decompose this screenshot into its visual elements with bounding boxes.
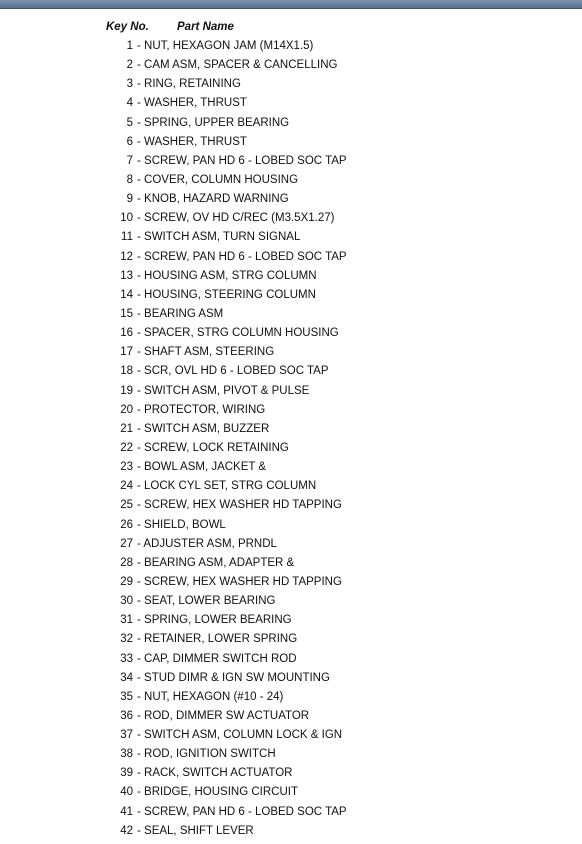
list-item: [0, 764, 582, 783]
key-number: 8: [126, 173, 133, 186]
list-item: [0, 382, 582, 401]
part-name: - SCREW, PAN HD 6 - LOBED SOC TAP: [137, 154, 347, 167]
key-number: 3: [126, 78, 133, 91]
part-name: - SPACER, STRG COLUMN HOUSING: [137, 327, 339, 340]
list-item: [0, 420, 582, 439]
list-item: [0, 745, 582, 764]
list-item: [0, 343, 582, 362]
key-number: 39: [120, 767, 133, 780]
list-item: [0, 37, 582, 56]
part-name: - SHIELD, BOWL: [137, 518, 226, 531]
part-name: - SCREW, HEX WASHER HD TAPPING: [137, 499, 342, 512]
key-no-heading: Key No.: [106, 21, 149, 33]
list-item: [0, 324, 582, 343]
list-item: [0, 267, 582, 286]
key-number: 22: [120, 441, 133, 454]
key-number: 29: [120, 575, 133, 588]
key-number: 33: [120, 652, 133, 665]
list-item: [0, 496, 582, 515]
key-number: 31: [120, 614, 133, 627]
part-name: - COVER, COLUMN HOUSING: [137, 173, 299, 186]
part-name: - CAM ASM, SPACER & CANCELLING: [137, 59, 338, 72]
list-item: [0, 592, 582, 611]
document-page: [0, 9, 582, 844]
key-number: 40: [120, 786, 133, 799]
key-number: 32: [120, 633, 133, 646]
part-name: - SCR, OVL HD 6 - LOBED SOC TAP: [137, 365, 329, 378]
key-number: 19: [120, 384, 133, 397]
list-item: [0, 305, 582, 324]
key-number: 1: [126, 40, 133, 52]
list-item: [0, 94, 582, 113]
list-item: [0, 248, 582, 267]
key-number: 30: [120, 595, 133, 608]
list-item: [0, 152, 582, 171]
part-name: - BEARING ASM, ADAPTER &: [137, 556, 295, 569]
part-name: - SWITCH ASM, BUZZER: [137, 422, 270, 435]
list-item: [0, 803, 582, 822]
parts-table-header: [106, 21, 234, 33]
key-number: 41: [120, 805, 133, 818]
part-name: - SCREW, LOCK RETAINING: [137, 441, 289, 454]
part-name: - RACK, SWITCH ACTUATOR: [137, 767, 293, 780]
list-item: [0, 114, 582, 133]
list-item: [0, 650, 582, 669]
part-name: - BEARING ASM: [137, 307, 224, 320]
list-item: [0, 554, 582, 573]
part-name: - SCREW, HEX WASHER HD TAPPING: [137, 575, 342, 588]
key-number: 38: [120, 748, 133, 761]
part-name: - HOUSING ASM, STRG COLUMN: [137, 269, 317, 282]
key-number: 2: [126, 59, 133, 72]
key-number: 20: [120, 403, 133, 416]
list-item: [0, 362, 582, 381]
list-item: [0, 783, 582, 802]
list-item: [0, 401, 582, 420]
part-name: - SEAT, LOWER BEARING: [137, 595, 276, 608]
part-name: - SPRING, LOWER BEARING: [137, 614, 292, 627]
part-name: - LOCK CYL SET, STRG COLUMN: [137, 480, 317, 493]
key-number: 42: [120, 824, 133, 837]
part-name: - KNOB, HAZARD WARNING: [137, 193, 289, 206]
key-number: 10: [120, 212, 133, 225]
part-name: - SPRING, UPPER BEARING: [137, 116, 290, 129]
list-item: [0, 630, 582, 649]
part-name: - ROD, IGNITION SWITCH: [137, 748, 276, 761]
part-name: - ADJUSTER ASM, PRNDL: [137, 537, 277, 550]
key-number: 17: [120, 346, 133, 359]
part-name: - HOUSING, STEERING COLUMN: [137, 288, 316, 301]
key-number: 36: [120, 709, 133, 722]
part-name: - BOWL ASM, JACKET &: [137, 461, 267, 474]
part-name: - BRIDGE, HOUSING CIRCUIT: [137, 786, 299, 799]
key-number: 4: [126, 97, 133, 110]
part-name: - RETAINER, LOWER SPRING: [137, 633, 298, 646]
key-number: 27: [120, 537, 133, 550]
key-number: 11: [121, 231, 133, 244]
part-name: - STUD DIMR & IGN SW MOUNTING: [137, 671, 330, 684]
list-item: [0, 75, 582, 94]
list-item: [0, 611, 582, 630]
list-item: [0, 516, 582, 535]
key-number: 6: [126, 135, 133, 148]
list-item: [0, 228, 582, 247]
list-item: [0, 573, 582, 592]
part-name: - SCREW, PAN HD 6 - LOBED SOC TAP: [137, 250, 347, 263]
part-name: - SWITCH ASM, TURN SIGNAL: [137, 231, 301, 244]
key-number: 35: [120, 690, 133, 703]
list-item: [0, 171, 582, 190]
part-name: - SCREW, OV HD C/REC (M3.5X1.27): [137, 212, 335, 225]
part-name: - WASHER, THRUST: [137, 135, 247, 148]
key-number: 16: [120, 327, 133, 340]
list-item: [0, 822, 582, 841]
key-number: 5: [126, 116, 133, 129]
key-number: 28: [120, 556, 133, 569]
list-item: [0, 286, 582, 305]
window-top-bar: [0, 0, 582, 9]
part-name: - WASHER, THRUST: [137, 97, 247, 110]
key-number: 15: [120, 307, 133, 320]
part-name: - RING, RETAINING: [137, 78, 241, 91]
key-number: 37: [120, 729, 133, 742]
list-item: [0, 439, 582, 458]
part-name: - NUT, HEXAGON JAM (M14X1.5): [137, 40, 314, 52]
key-number: 13: [120, 269, 133, 282]
list-item: [0, 133, 582, 152]
key-number: 7: [126, 154, 133, 167]
part-name: - ROD, DIMMER SW ACTUATOR: [137, 709, 310, 722]
list-item: [0, 458, 582, 477]
part-name: - SCREW, PAN HD 6 - LOBED SOC TAP: [137, 805, 347, 818]
list-item: [0, 535, 582, 554]
key-number: 21: [120, 422, 133, 435]
key-number: 14: [120, 288, 133, 301]
list-item: [0, 669, 582, 688]
list-item: [0, 190, 582, 209]
part-name: - NUT, HEXAGON (#10 - 24): [137, 690, 284, 703]
part-name-heading: Part Name: [177, 21, 234, 33]
key-number: 26: [120, 518, 133, 531]
key-number: 9: [126, 193, 133, 206]
part-name: - SEAL, SHIFT LEVER: [137, 824, 254, 837]
key-number: 34: [120, 671, 133, 684]
part-name: - PROTECTOR, WIRING: [137, 403, 266, 416]
key-number: 18: [120, 365, 133, 378]
list-item: [0, 707, 582, 726]
key-number: 12: [120, 250, 133, 263]
list-item: [0, 477, 582, 496]
key-number: 25: [120, 499, 133, 512]
parts-list: [0, 37, 582, 841]
list-item: [0, 209, 582, 228]
list-item: [0, 688, 582, 707]
key-number: 23: [120, 461, 133, 474]
list-item: [0, 726, 582, 745]
part-name: - CAP, DIMMER SWITCH ROD: [137, 652, 297, 665]
key-number: 24: [120, 480, 133, 493]
part-name: - SWITCH ASM, COLUMN LOCK & IGN: [137, 729, 343, 742]
part-name: - SWITCH ASM, PIVOT & PULSE: [137, 384, 310, 397]
list-item: [0, 56, 582, 75]
part-name: - SHAFT ASM, STEERING: [137, 346, 275, 359]
